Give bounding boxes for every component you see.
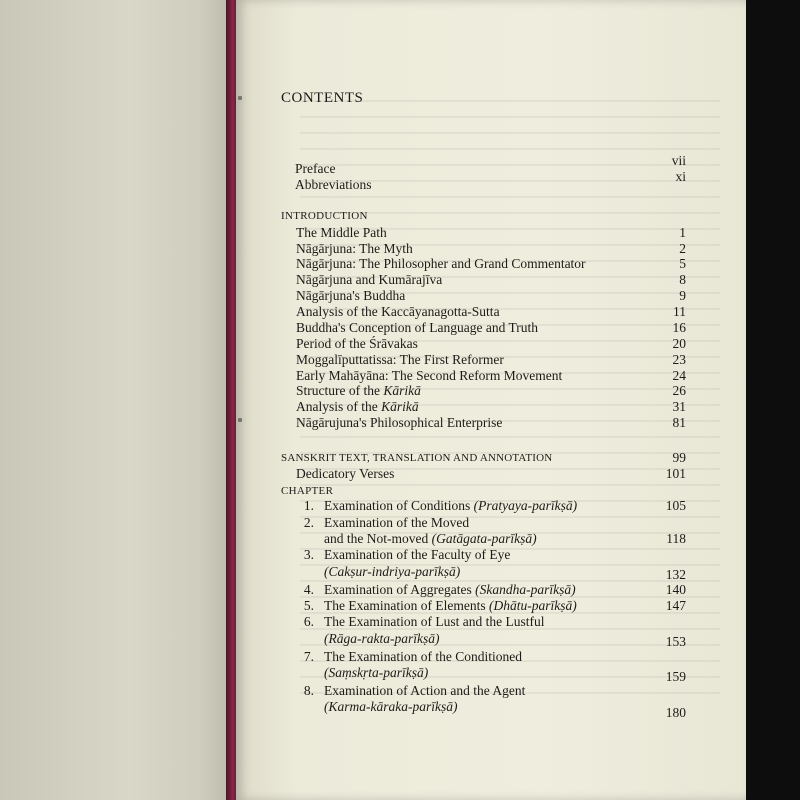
toc-page-abbreviations: xi <box>675 169 686 184</box>
toc-entry: Nāgārjuna: The Philosopher and Grand Commentator 5 <box>296 256 686 271</box>
toc-entry: Period of the Śrāvakas 20 <box>296 336 686 351</box>
toc-entry: Nāgārjuna: The Myth 2 <box>296 241 686 256</box>
chapter-entry-3: 3. Examination of the Faculty of Eye <box>303 547 511 562</box>
toc-entry: Nāgārjuna's Buddha 9 <box>296 288 686 303</box>
toc-entry: Analysis of the Kārikā 31 <box>296 399 686 414</box>
toc-entry: Moggalīputtatissa: The First Reformer 23 <box>296 352 686 367</box>
chapter-entry-3-continued: (Cakṣur-indriya-parīkṣā) 132 <box>324 564 686 582</box>
chapter-heading: CHAPTER <box>281 485 334 497</box>
chapter-entry-4: 4. Examination of Aggregates (Skandha-parīkṣā) 140 <box>303 582 686 597</box>
section-heading-introduction: INTRODUCTION <box>281 210 368 222</box>
section-heading-sanskrit: SANSKRIT TEXT, TRANSLATION AND ANNOTATION 99 <box>281 450 686 465</box>
chapter-entry-7-continued: (Saṃskṛta-parīkṣā) 159 <box>324 665 686 684</box>
chapter-entry-6: 6. The Examination of Lust and the Lustful <box>303 614 545 629</box>
chapter-entry-1: 1. Examination of Conditions (Pratyaya-parīkṣā) 105 <box>303 498 686 513</box>
chapter-entry-2: 2. Examination of the Moved <box>303 515 470 530</box>
toc-entry: Nāgārujuna's Philosophical Enterprise 81 <box>296 415 686 430</box>
toc-entry: Structure of the Kārikā 26 <box>296 383 686 398</box>
page-mark <box>238 96 242 100</box>
toc-entry: The Middle Path 1 <box>296 225 686 240</box>
toc-entry: Analysis of the Kaccāyanagotta-Sutta 11 <box>296 304 686 319</box>
toc-entry-preface: Preface <box>295 161 336 176</box>
chapter-entry-8-continued: (Karma-kāraka-parīkṣā) 180 <box>324 699 686 720</box>
toc-entry-abbreviations: Abbreviations <box>295 177 372 192</box>
toc-page-preface: vii <box>671 153 686 168</box>
chapter-entry-8: 8. Examination of Action and the Agent <box>303 683 526 698</box>
toc-entry: Buddha's Conception of Language and Truth 16 <box>296 320 686 335</box>
toc-entry: Nāgārjuna and Kumārajīva 8 <box>296 272 686 287</box>
chapter-entry-6-continued: (Rāga-rakta-parīkṣā) 153 <box>324 631 686 649</box>
chapter-entry-5: 5. The Examination of Elements (Dhātu-parīkṣā) 147 <box>303 598 686 613</box>
page-title: CONTENTS <box>281 90 364 106</box>
chapter-entry-7: 7. The Examination of the Conditioned <box>303 649 522 664</box>
chapter-entry-2-continued: and the Not-moved (Gatāgata-parīkṣā) 118 <box>324 531 686 546</box>
toc-entry: Early Mahāyāna: The Second Reform Movement 24 <box>296 368 686 383</box>
toc-entry-dedicatory: Dedicatory Verses 101 <box>296 466 686 481</box>
